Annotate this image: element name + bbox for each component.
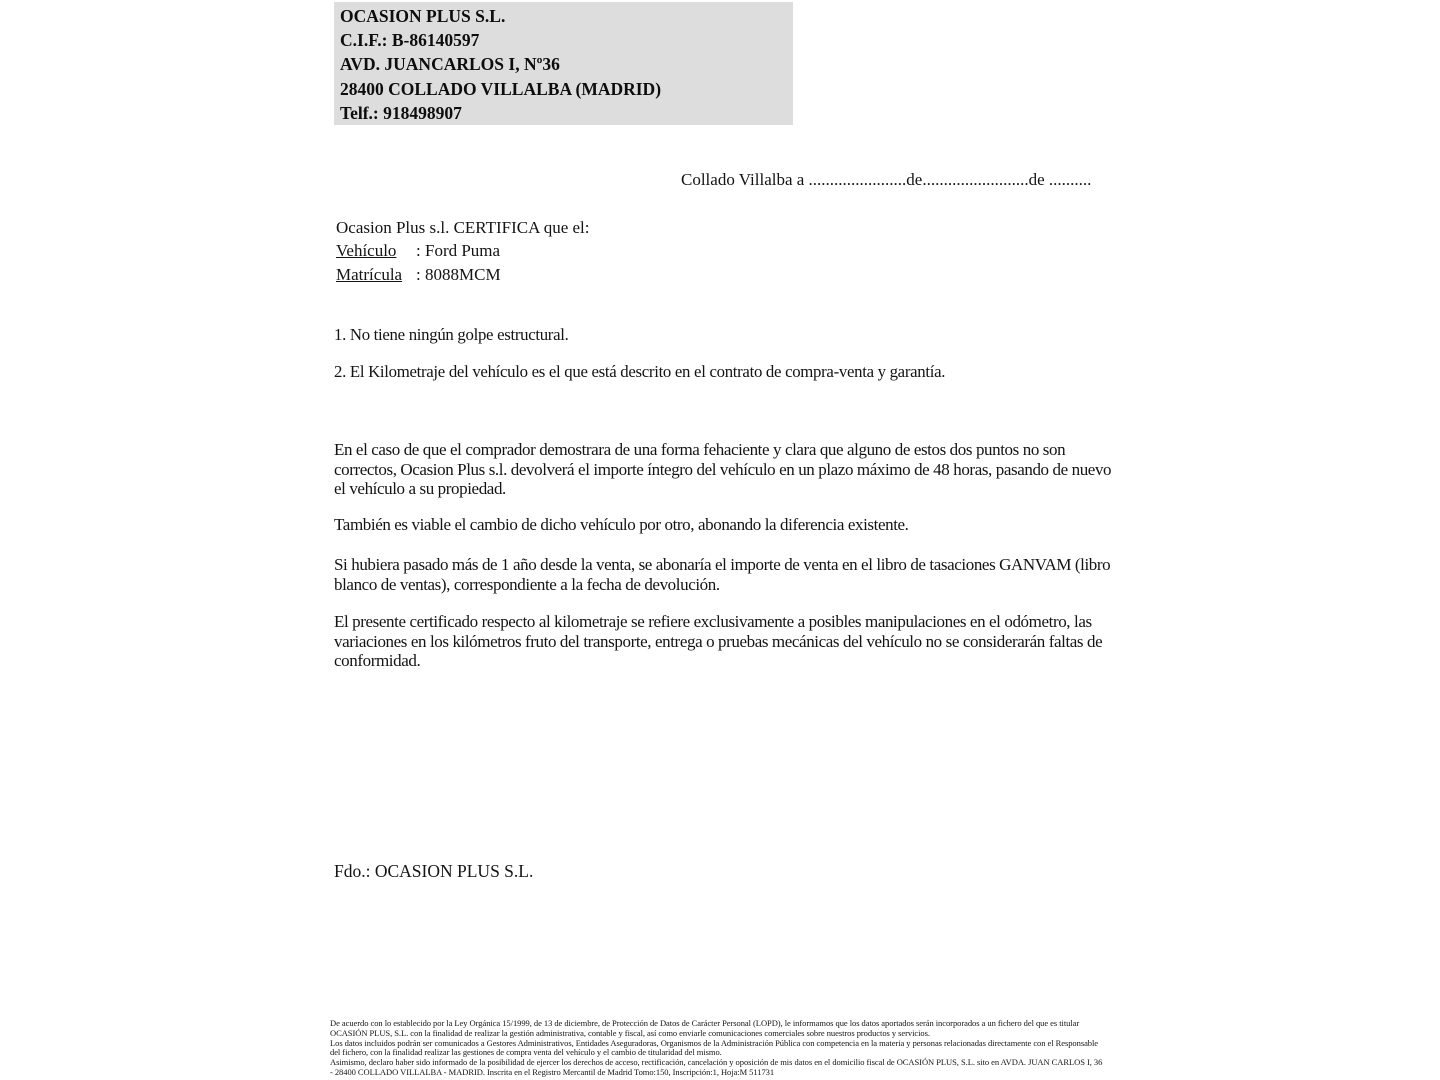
legal-paragraph-data-sharing: Los datos incluidos podrán ser comunicados a Gestores Administrativos, Entidades Aseguradoras, Organismos de la Administración Pública con competencia en la materia y personas relacionadas directamente con el Responsable del fichero, con la finalidad realizar las gestiones de compra venta del vehículo y el cambio de titularidad del mismo.: [330, 1037, 1099, 1058]
vehicle-value: Ford Puma: [424, 241, 501, 261]
signature-line: Fdo.: OCASION PLUS S.L.: [334, 861, 534, 881]
legal-paragraph-rights: Asimismo, declaro haber sido informado de la posibilidad de ejercer los derechos de acceso, rectificación, cancelación y oposición de mis datos en el domicilio fiscal de OCASIÓN PLUS, S.L. sito en AVDA. JUAN CARLOS I, 36 - 28400 COLLADO VILLALBA - MADRID. Inscrita en el Registro Mercantil de Madrid Tomo:150, Inscripción:1, Hoja:M 511731: [330, 1057, 1103, 1077]
company-name: OCASION PLUS S.L.: [340, 6, 506, 26]
point-mileage: 2. El Kilometraje del vehículo es el que está descrito en el contrato de compra-venta y garantía.: [334, 362, 946, 381]
plate-row: [336, 263, 590, 286]
plate-label: Matrícula: [336, 264, 403, 284]
plate-separator: :: [416, 264, 421, 284]
company-city: 28400 COLLADO VILLALBA (MADRID): [340, 78, 662, 99]
vehicle-label: Vehículo: [336, 241, 397, 261]
vehicle-separator: :: [416, 241, 421, 261]
legal-paragraph-lopd: De acuerdo con lo establecido por la Ley Orgánica 15/1999, de 13 de diciembre, de Protección de Datos de Carácter Personal (LOPD), le informamos que los datos aportados serán incorporados a un fichero del que es titular OCASIÓN PLUS, S.L. con la finalidad de realizar la gestión administrativa, contable y fiscal, así como enviarle comunicaciones comerciales sobre nuestros productos y servicios.: [330, 1018, 1080, 1038]
certified-points-list: [334, 325, 1114, 399]
company-cif: C.I.F.: B-86140597: [340, 30, 480, 51]
company-address: AVD. JUANCARLOS I, Nº36: [340, 54, 560, 75]
paragraph-vehicle-exchange: También es viable el cambio de dicho vehículo por otro, abonando la diferencia existente.: [334, 515, 909, 534]
date-line: Collado Villalba a .......................de.........................de ..........: [681, 170, 1092, 189]
paragraph-ganvam-valuation: Si hubiera pasado más de 1 año desde la venta, se abonaría el importe de venta en el libro de tasaciones GANVAM (libro blanco de ventas), correspondiente a la fecha de devolución.: [334, 555, 1111, 594]
paragraph-refund-policy: En el caso de que el comprador demostrara de una forma fehaciente y clara que alguno de estos dos puntos no son correctos, Ocasion Plus s.l. devolverá el importe íntegro del vehículo en un plazo máximo de 48 horas, pasando de nuevo el vehículo a su propiedad.: [334, 440, 1112, 499]
paragraph-odometer-disclaimer: El presente certificado respecto al kilometraje se refiere exclusivamente a posibles manipulaciones en el odómetro, las variaciones en los kilómetros fruto del transporte, entrega o pruebas mecánicas del vehículo no se considerarán faltas de conformidad.: [334, 612, 1103, 671]
certification-intro: Ocasion Plus s.l. CERTIFICA que el:: [336, 218, 590, 237]
vehicle-row: [336, 239, 590, 262]
legal-footer: [330, 1019, 1105, 1078]
point-structural-damage: 1. No tiene ningún golpe estructural.: [334, 325, 569, 344]
plate-value: 8088MCM: [424, 264, 501, 284]
certification-block: [336, 216, 590, 286]
company-phone: Telf.: 918498907: [340, 102, 462, 123]
company-header-box: [334, 2, 793, 125]
